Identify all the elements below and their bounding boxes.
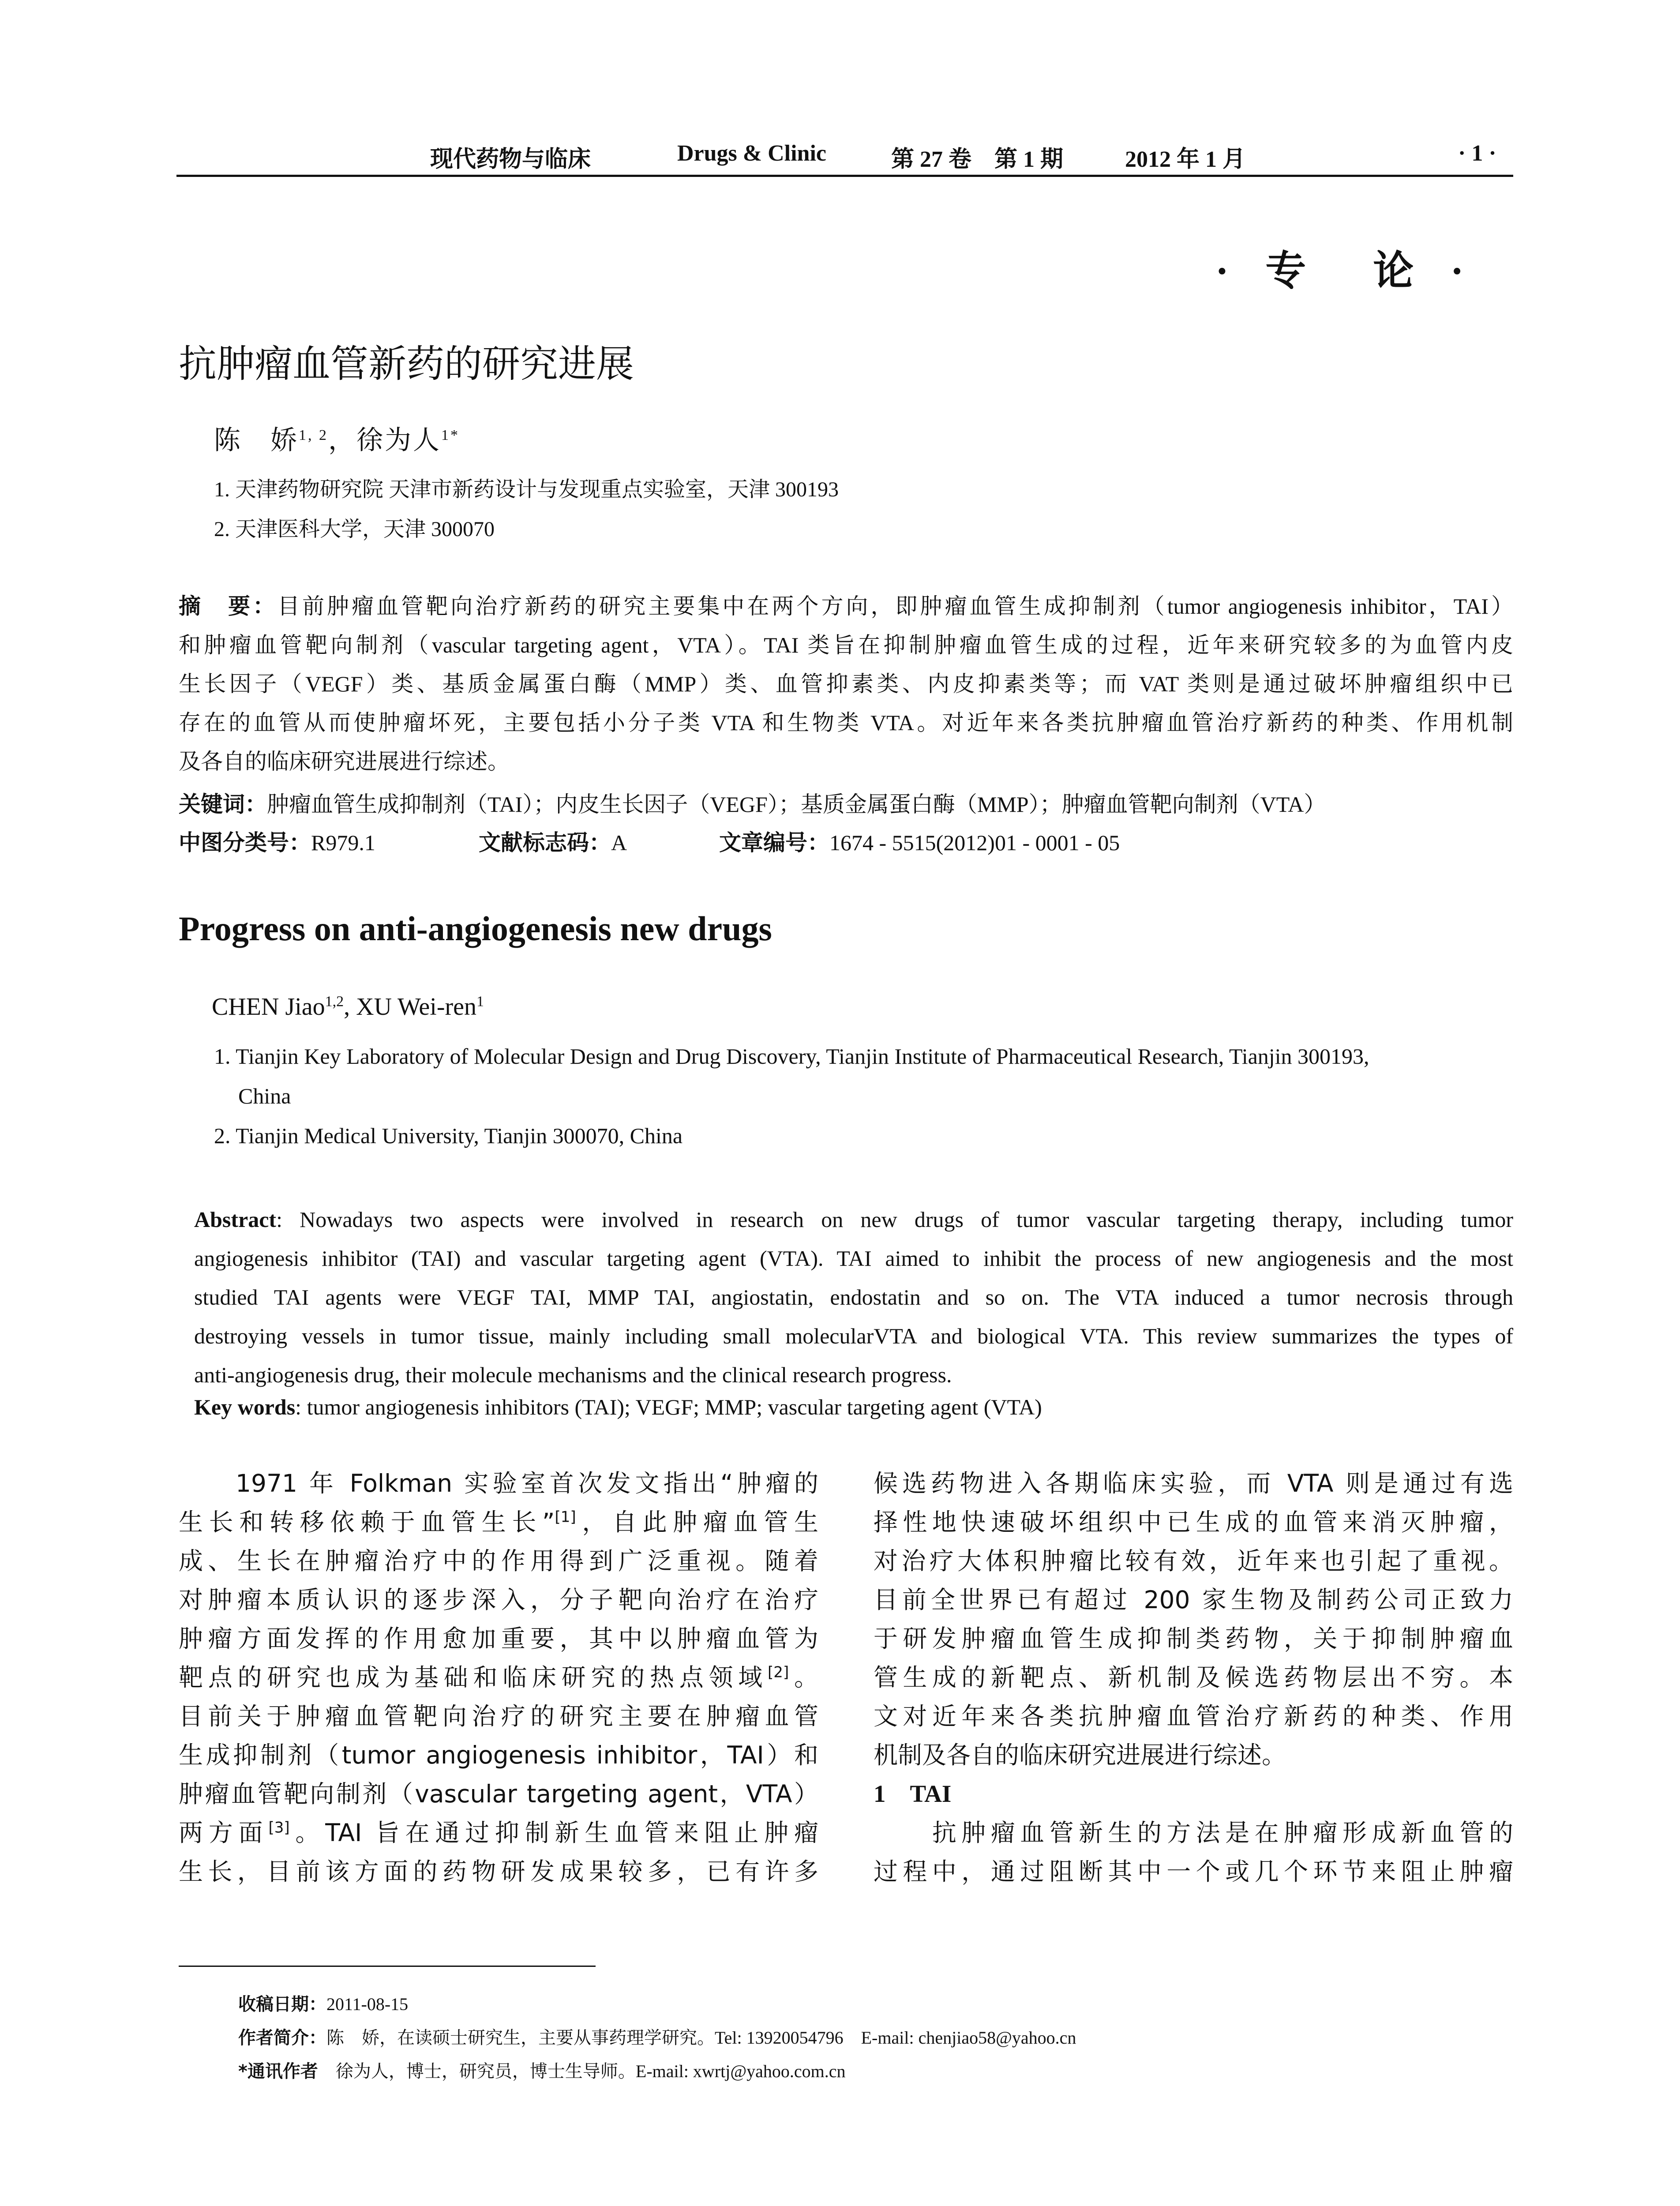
affiliation-zh-2: 2. 天津医科大学，天津 300070 — [214, 518, 495, 541]
article-title-zh: 抗肿瘤血管新药的研究进展 — [179, 342, 634, 386]
keywords-zh-text: 肿瘤血管生成抑制剂（TAI）；内皮生长因子（VEGF）；基质金属蛋白酶（MMP）；肿瘤血管靶向制剂（VTA） — [267, 792, 1326, 817]
body-line: 机制及各自的临床研究进展进行综述。 — [874, 1741, 1286, 1769]
author-affiliation-mark: 1,2 — [325, 993, 344, 1010]
authors-en — [212, 993, 484, 1021]
affiliation-zh-1: 1. 天津药物研究院 天津市新药设计与发现重点实验室，天津 300193 — [214, 478, 839, 501]
abstract-en-label: Abstract — [194, 1207, 277, 1232]
author-affiliation-mark: 1 — [476, 993, 484, 1010]
abstract-en-line: studied TAI agents were VEGF TAI, MMP TAI, angiostatin, endostatin and so on. The VTA induced a tumor necrosis through — [194, 1285, 1513, 1309]
body-line: 目前关于肿瘤血管靶向治疗的研究主要在肿瘤血管 — [179, 1702, 818, 1730]
body-line: 肿瘤方面发挥的作用愈加重要，其中以肿瘤血管为 — [179, 1624, 818, 1653]
journal-name-en: Drugs & Clinic — [677, 141, 826, 166]
body-text: 。TAI 旨在通过抑制新生血管来阻止肿瘤 — [289, 1819, 818, 1847]
body-text: ，自此肿瘤血管生 — [576, 1508, 818, 1536]
abstract-zh-line: 存在的血管从而使肿瘤坏死，主要包括小分子类 VTA 和生物类 VTA。对近年来各类抗肿瘤血管治疗新药的种类、作用机制 — [179, 710, 1513, 735]
body-line: 文对近年来各类抗肿瘤血管治疗新药的种类、作用 — [874, 1702, 1513, 1730]
citation-ref: [3] — [268, 1819, 290, 1837]
clc-label: 中图分类号： — [179, 830, 311, 855]
abstract-zh-line: 和肿瘤血管靶向制剂（vascular targeting agent，VTA）。TAI 类旨在抑制肿瘤血管生成的过程，近年来研究较多的为血管内皮 — [179, 633, 1513, 657]
body-line: 1971 年 Folkman 实验室首次发文指出“肿瘤的 — [179, 1469, 818, 1497]
author-separator: ， — [328, 426, 356, 455]
article-title-en: Progress on anti-angiogenesis new drugs — [179, 909, 772, 948]
body-line: 成、生长在肿瘤治疗中的作用得到广泛重视。随着 — [179, 1547, 818, 1575]
column-label: · 专 论 · — [1215, 248, 1477, 293]
abstract-zh-line: 及各自的临床研究进展进行综述。 — [179, 749, 510, 774]
author-bio-label: 作者简介： — [238, 2028, 326, 2048]
body-column-right — [874, 1464, 1513, 1891]
affiliation-en-2: 2. Tianjin Medical University, Tianjin 300070, China — [214, 1123, 683, 1148]
body-line: 过程中，通过阻断其中一个或几个环节来阻止肿瘤 — [874, 1857, 1513, 1886]
page-number: · 1 · — [1458, 141, 1496, 166]
keywords-zh — [179, 787, 1513, 818]
author-bio: 陈 娇，在读硕士研究生，主要从事药理学研究。Tel: 13920054796 E-mail: chenjiao58@yahoo.cn — [326, 2028, 1076, 2048]
header-rule — [176, 175, 1513, 177]
keywords-en-colon: : — [295, 1395, 302, 1419]
abstract-en — [194, 1200, 1513, 1394]
keywords-en-label: Key words — [194, 1395, 296, 1419]
body-line: 生成抑制剂（tumor angiogenesis inhibitor，TAI）和 — [179, 1741, 818, 1769]
volume-issue: 第 27 卷 第 1 期 — [891, 147, 1064, 172]
journal-name-zh: 现代药物与临床 — [430, 147, 591, 172]
section-heading: 1 TAI — [874, 1780, 952, 1807]
author-name: CHEN Jiao — [212, 993, 325, 1020]
body-line: 管生成的新靶点、新机制及候选药物层出不穷。本 — [874, 1663, 1513, 1692]
affiliation-en-1-cont: China — [238, 1084, 291, 1108]
citation-ref: [1] — [555, 1508, 576, 1526]
abstract-zh-line: 生长因子（VEGF）类、基质金属蛋白酶（MMP）类、血管抑素类、内皮抑素类等；而 VAT 类则是通过破坏肿瘤组织中已 — [179, 672, 1513, 696]
keywords-en-text: tumor angiogenesis inhibitors (TAI); VEGF; MMP; vascular targeting agent (VTA) — [301, 1395, 1042, 1419]
doc-code-label: 文献标志码： — [479, 830, 611, 855]
body-text: 。 — [789, 1663, 818, 1692]
body-text: 靶点的研究也成为基础和临床研究的热点领域 — [179, 1663, 768, 1692]
body-line: 抗肿瘤血管新生的方法是在肿瘤形成新血管的 — [874, 1819, 1513, 1847]
body-line: 候选药物进入各期临床实验，而 VTA 则是通过有选 — [874, 1469, 1513, 1497]
abstract-en-line: anti-angiogenesis drug, their molecule mechanisms and the clinical research progress. — [194, 1362, 952, 1387]
clc-value: R979.1 — [311, 830, 375, 855]
body-line: 生长，目前该方面的药物研发成果较多，已有许多 — [179, 1857, 818, 1886]
body-text: 生长和转移依赖于血管生长” — [179, 1508, 555, 1536]
running-header — [176, 140, 1509, 180]
body-line: 择性地快速破坏组织中已生成的血管来消灭肿瘤， — [874, 1508, 1513, 1536]
body-line: 对治疗大体积肿瘤比较有效，近年来也引起了重视。 — [874, 1547, 1513, 1575]
affiliation-en-1: 1. Tianjin Key Laboratory of Molecular Design and Drug Discovery, Tianjin Institute of Pharmaceutical Research, Tianjin 300193, — [214, 1044, 1369, 1069]
doc-code-value: A — [611, 830, 627, 855]
abstract-en-line: angiogenesis inhibitor (TAI) and vascular targeting agent (VTA). TAI aimed to inhibit the process of new angiogenesis and the most — [194, 1246, 1513, 1271]
citation-ref: [2] — [768, 1663, 789, 1681]
corresponding-author: 徐为人，博士，研究员，博士生导师。E-mail: xwrtj@yahoo.com.cn — [318, 2061, 846, 2081]
author-name: 徐为人 — [356, 426, 441, 455]
article-number-value: 1674 - 5515(2012)01 - 0001 - 05 — [829, 830, 1120, 855]
body-line: 于研发肿瘤血管生成抑制类药物，关于抑制肿瘤血 — [874, 1624, 1513, 1653]
keywords-zh-label: 关键词： — [179, 792, 267, 817]
body-text: 两方面 — [179, 1819, 269, 1847]
abstract-en-line: destroying vessels in tumor tissue, mainly including small molecularVTA and biological VTA. This review summarizes the types of — [194, 1324, 1513, 1348]
footnote-rule — [179, 1966, 596, 1967]
received-label: 收稿日期： — [238, 1994, 326, 2015]
received-date: 2011-08-15 — [326, 1994, 409, 2014]
abstract-en-colon: : — [276, 1207, 300, 1232]
classification-row — [179, 825, 1513, 856]
author-affiliation-mark: 1* — [441, 427, 460, 443]
keywords-en — [194, 1394, 1042, 1420]
abstract-en-line: Nowadays two aspects were involved in research on new drugs of tumor vascular targeting therapy, including tumor — [300, 1207, 1513, 1232]
footnotes — [238, 1988, 1076, 2088]
authors-zh — [214, 419, 460, 457]
corresponding-author-label: *通讯作者 — [238, 2061, 318, 2082]
body-line: 肿瘤血管靶向制剂（vascular targeting agent，VTA） — [179, 1780, 818, 1808]
abstract-zh-label: 摘 要： — [179, 593, 278, 619]
issue-date: 2012 年 1 月 — [1125, 147, 1246, 172]
author-affiliation-mark: 1, 2 — [299, 427, 328, 443]
abstract-zh-line: 目前肿瘤血管靶向治疗新药的研究主要集中在两个方向，即肿瘤血管生成抑制剂（tumor angiogenesis inhibitor，TAI） — [278, 594, 1513, 619]
body-line: 目前全世界已有超过 200 家生物及制药公司正致力 — [874, 1586, 1513, 1614]
article-number-label: 文章编号： — [719, 830, 829, 855]
author-separator: , — [344, 993, 356, 1020]
body-column-left — [179, 1464, 818, 1891]
author-name: XU Wei-ren — [356, 993, 476, 1020]
abstract-zh — [179, 587, 1513, 781]
author-name: 陈 娇 — [214, 426, 299, 455]
body-line: 对肿瘤本质认识的逐步深入，分子靶向治疗在治疗 — [179, 1586, 818, 1614]
